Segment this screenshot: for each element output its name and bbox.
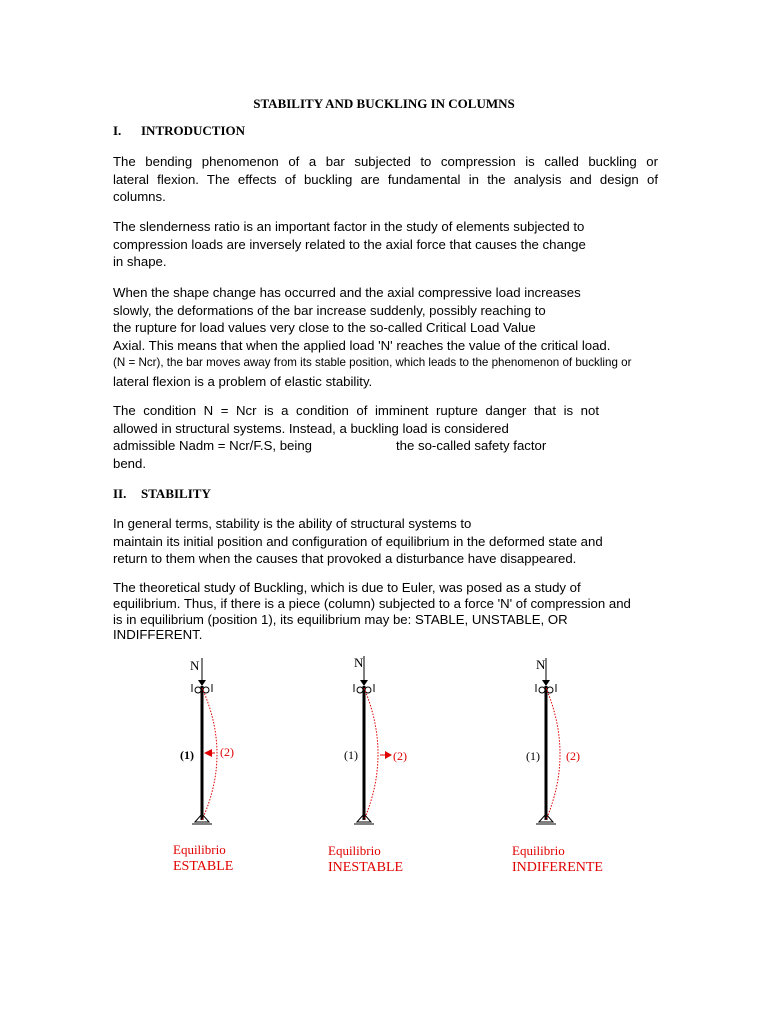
section-title: INTRODUCTION	[141, 123, 246, 138]
equilibrium-diagram	[140, 650, 660, 890]
section-heading-stability	[113, 486, 211, 502]
text-line: INDIFFERENT.	[113, 627, 203, 643]
text-line: is in equilibrium (position 1), its equilibrium may be: STABLE, UNSTABLE, OR	[113, 611, 568, 627]
caption-prefix: Equilibrio	[173, 842, 226, 857]
load-arrowhead	[360, 680, 368, 686]
text-line: in shape.	[113, 254, 167, 270]
text-line: Axial. This means that when the applied load 'N' reaches the value of the critical load.	[113, 337, 611, 353]
text-line: The condition N = Ncr is a condition of imminent rupture danger that is not	[113, 403, 599, 418]
intro-paragraph-4	[113, 402, 599, 472]
column-case-indifferent	[512, 657, 603, 875]
text-line: In general terms, stability is the ability of structural systems to	[113, 516, 472, 531]
section-title: STABILITY	[141, 486, 211, 501]
load-label: N	[536, 657, 546, 672]
text-line	[113, 437, 599, 455]
intro-paragraph-3	[113, 284, 693, 391]
text-line: (N = Ncr), the bar moves away from its stable position, which leads to the phenomenon of buckling or	[113, 356, 632, 370]
position-2-label: (2)	[566, 749, 580, 763]
text-line: The slenderness ratio is an important factor in the study of elements subjected to	[113, 219, 585, 234]
text-segment: the so-called safety factor	[396, 438, 547, 454]
caption-stable: ESTABLE	[173, 859, 234, 874]
caption-indifferent: INDIFERENTE	[512, 860, 603, 875]
text-line: When the shape change has occurred and the axial compressive load increases	[113, 285, 581, 300]
intro-paragraph-2	[113, 218, 658, 271]
section-number: I.	[113, 123, 122, 138]
text-line: the rupture for load values very close to the so-called Critical Load Value	[113, 320, 536, 336]
text-line: equilibrium. Thus, if there is a piece (column) subjected to a force 'N' of compression and	[113, 595, 631, 611]
text-line: lateral flexion is a problem of elastic stability.	[113, 373, 373, 389]
intro-paragraph-1	[113, 153, 658, 206]
column-case-unstable	[328, 655, 407, 875]
text-line: The bending phenomenon of a bar subjected to compression is called buckling or	[113, 154, 658, 169]
deformed-shape	[546, 688, 560, 820]
section-heading-introduction	[113, 123, 245, 139]
position-2-label: (2)	[393, 749, 407, 763]
load-arrowhead	[542, 680, 550, 686]
text-line: allowed in structural systems. Instead, a buckling load is considered	[113, 420, 509, 436]
text-line: bend.	[113, 455, 147, 471]
position-1-label: (1)	[344, 748, 358, 762]
deformed-shape	[364, 688, 378, 820]
text-line: maintain its initial position and configuration of equilibrium in the deformed state and	[113, 533, 603, 549]
text-line: return to them when the causes that provoked a disturbance have disappeared.	[113, 551, 577, 567]
text-line: The theoretical study of Buckling, which is due to Euler, was posed as a study of	[113, 580, 581, 595]
column-case-stable	[173, 658, 234, 874]
load-label: N	[354, 655, 364, 670]
text-line: columns.	[113, 189, 166, 205]
diverging-arrow	[385, 751, 392, 759]
text-line: lateral flexion. The effects of buckling are fundamental in the analysis and design of	[113, 171, 658, 187]
position-2-label: (2)	[220, 745, 234, 759]
load-label: N	[190, 658, 200, 673]
caption-prefix: Equilibrio	[328, 843, 381, 858]
position-1-label: (1)	[526, 749, 540, 763]
equilibrium-figure	[140, 650, 660, 890]
text-line: slowly, the deformations of the bar increase suddenly, possibly reaching to	[113, 302, 546, 318]
position-1-label: (1)	[180, 748, 194, 762]
stability-paragraph-2	[113, 580, 663, 643]
section-number: II.	[113, 486, 127, 501]
text-line: compression loads are inversely related to the axial force that causes the change	[113, 236, 586, 252]
load-arrowhead	[198, 680, 206, 686]
stability-paragraph-1	[113, 515, 658, 568]
document-title: STABILITY AND BUCKLING IN COLUMNS	[253, 96, 515, 111]
text-segment: admissible Nadm = Ncr/F.S, being	[113, 438, 312, 454]
caption-unstable: INESTABLE	[328, 860, 404, 875]
caption-prefix: Equilibrio	[512, 843, 565, 858]
